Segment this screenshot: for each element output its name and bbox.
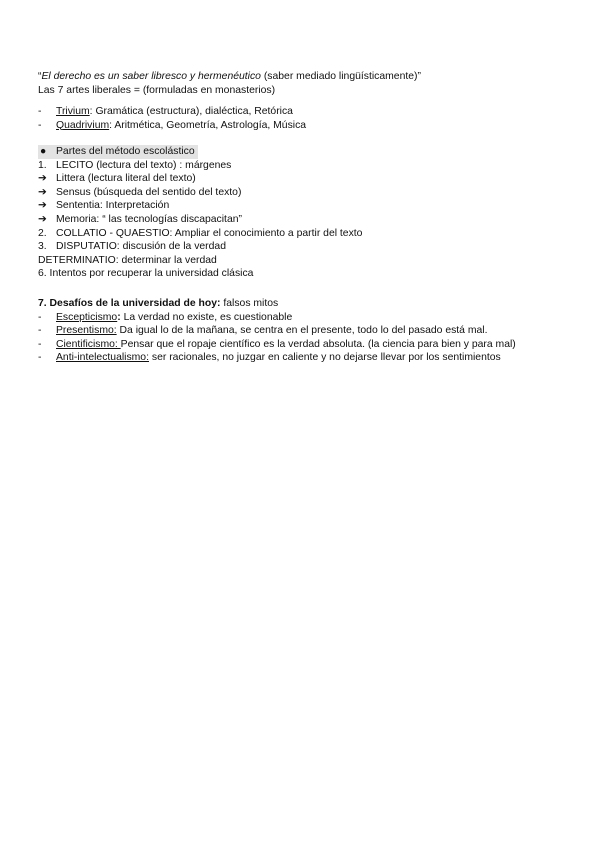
list-marker: 2. bbox=[38, 227, 47, 239]
metodo-section bbox=[38, 145, 563, 281]
presentismo-text: Da igual lo de la mañana, se centra en el presente, todo lo del pasado está mal. bbox=[116, 325, 488, 337]
quote-italic-text: El derecho es un saber libresco y hermenéutico bbox=[41, 71, 261, 82]
presentismo-term: Presentismo: bbox=[56, 325, 117, 337]
intentos-line: 6. Intentos por recuperar la universidad clásica bbox=[38, 268, 254, 280]
desafio-item-anti-intelectualismo bbox=[38, 351, 563, 365]
quote-open-mark: “ bbox=[38, 71, 42, 82]
metodo-line-text: COLLATIO - QUAESTIO: Ampliar el conocimiento a partir del texto bbox=[56, 227, 363, 239]
metodo-line bbox=[38, 186, 563, 200]
escepticismo-text: La verdad no existe, es cuestionable bbox=[120, 311, 293, 323]
anti-intelectualismo-term: Anti-intelectualismo: bbox=[56, 352, 149, 364]
desafio-item-escepticismo bbox=[38, 311, 563, 325]
metodo-line bbox=[38, 213, 563, 227]
arrow-icon: ➔ bbox=[38, 200, 47, 212]
trivium-text: : Gramática (estructura), dialéctica, Retórica bbox=[89, 106, 293, 117]
list-dash: - bbox=[38, 311, 42, 323]
desafio-item-cientificismo bbox=[38, 338, 563, 352]
list-dash: - bbox=[38, 338, 42, 350]
escepticismo-term: Escepticismo bbox=[56, 311, 118, 323]
metodo-line-text: Memoria: “ las tecnologías discapacitan” bbox=[56, 213, 242, 225]
artes-liberales-line: Las 7 artes liberales = (formuladas en monasterios) bbox=[38, 84, 276, 96]
metodo-line bbox=[38, 199, 563, 213]
metodo-line bbox=[38, 240, 563, 254]
arrow-icon: ➔ bbox=[38, 213, 47, 225]
metodo-line-text: DISPUTATIO: discusión de la verdad bbox=[56, 241, 226, 253]
desafios-heading bbox=[38, 297, 563, 311]
list-item-trivium bbox=[38, 105, 563, 119]
quadrivium-term: Quadrivium bbox=[56, 119, 110, 131]
metodo-line bbox=[38, 159, 563, 173]
list-marker: 1. bbox=[38, 159, 47, 171]
metodo-line-text: Sensus (búsqueda del sentido del texto) bbox=[56, 186, 242, 198]
metodo-heading-row bbox=[38, 145, 563, 159]
metodo-line-text: LECITO (lectura del texto) : márgenes bbox=[56, 159, 232, 171]
quote-rest-text: (saber mediado lingüísticamente)” bbox=[260, 71, 421, 82]
metodo-line bbox=[38, 172, 563, 186]
metodo-heading: Partes del método escolástico bbox=[56, 146, 195, 157]
list-dash: - bbox=[38, 119, 42, 131]
bullet-icon: ● bbox=[40, 146, 47, 157]
list-dash: - bbox=[38, 106, 42, 117]
cientificismo-text: Pensar que el ropaje científico es la verdad absoluta. (la ciencia para bien y para mal) bbox=[120, 338, 516, 350]
escepticismo-colon: : bbox=[117, 311, 121, 323]
metodo-heading-highlight bbox=[38, 145, 198, 159]
list-dash: - bbox=[38, 352, 42, 364]
intro-section bbox=[38, 70, 563, 97]
desafios-heading-rest: falsos mitos bbox=[220, 298, 279, 309]
cientificismo-term: Cientificismo: bbox=[56, 338, 121, 350]
quote-line bbox=[38, 70, 563, 84]
metodo-line-text: Littera (lectura literal del texto) bbox=[56, 173, 196, 185]
metodo-line-text: Sententia: Interpretación bbox=[56, 200, 170, 212]
quadrivium-text: : Aritmética, Geometría, Astrología, Música bbox=[109, 119, 307, 131]
artes-list bbox=[38, 105, 563, 132]
metodo-line bbox=[38, 227, 563, 241]
list-marker: 3. bbox=[38, 241, 47, 253]
desafios-section bbox=[38, 297, 563, 365]
arrow-icon: ➔ bbox=[38, 173, 47, 185]
arrow-icon: ➔ bbox=[38, 186, 47, 198]
list-item-quadrivium bbox=[38, 119, 563, 133]
desafio-item-presentismo bbox=[38, 324, 563, 338]
list-dash: - bbox=[38, 325, 42, 337]
anti-intelectualismo-text: ser racionales, no juzgar en caliente y no dejarse llevar por los sentimientos bbox=[148, 352, 501, 364]
desafios-heading-bold: 7. Desafíos de la universidad de hoy: bbox=[38, 298, 221, 309]
trivium-term: Trivium bbox=[56, 106, 90, 117]
determinatio-line: DETERMINATIO: determinar la verdad bbox=[38, 254, 217, 266]
